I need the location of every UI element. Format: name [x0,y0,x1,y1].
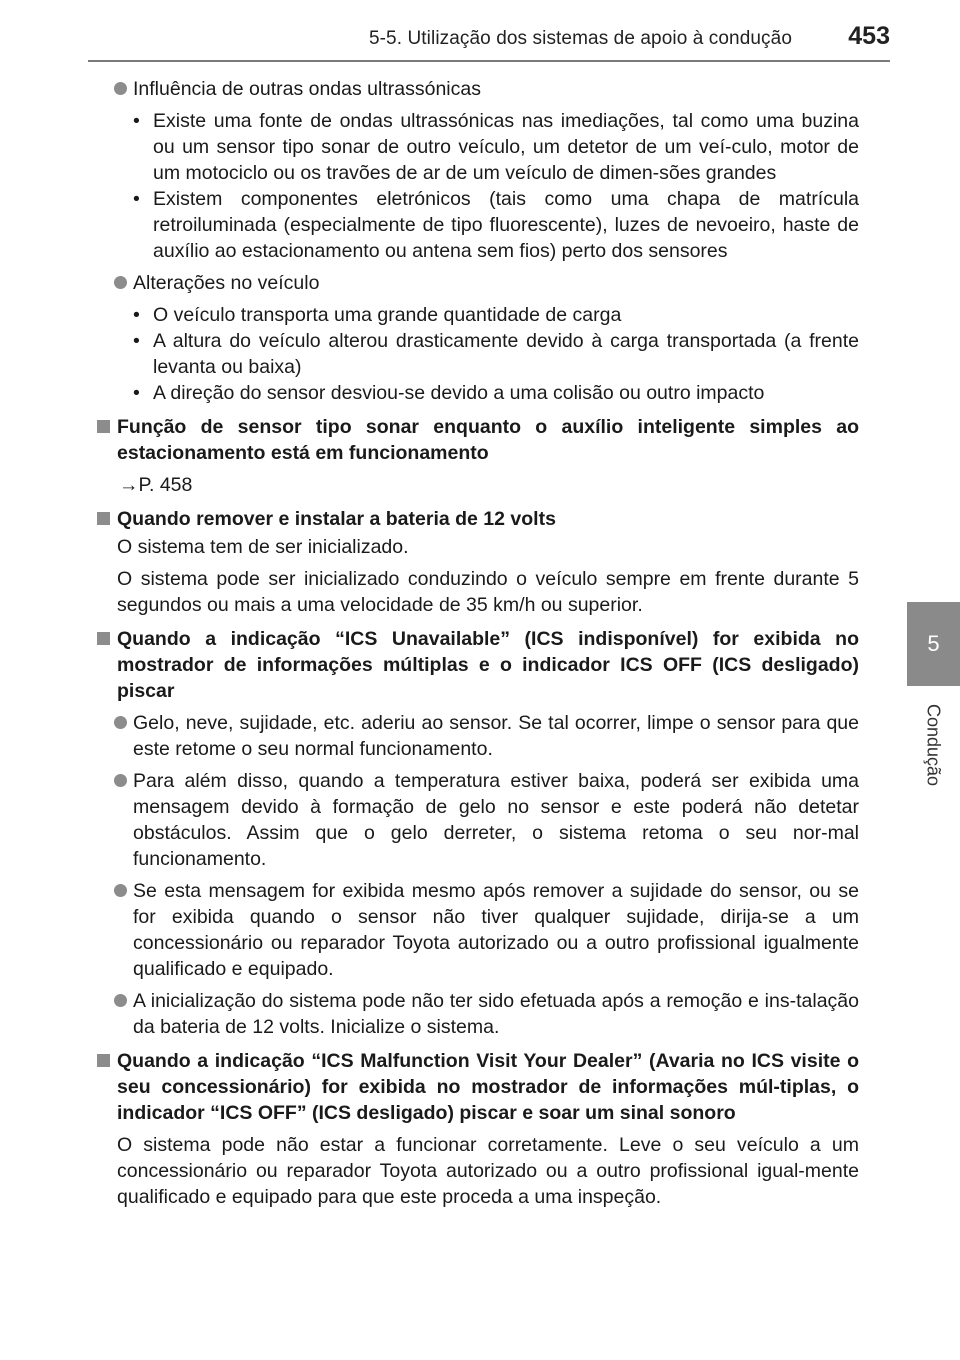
bullet-list-vehicle-changes [133,302,859,406]
section-heading-sonar-function: Função de sensor tipo sonar enquanto o auxílio inteligente simples ao estacionamento está em funcionamento [97,414,859,466]
bullet-list-ultrasonic [133,108,859,264]
header-rule [88,60,890,62]
arrow-icon: → [119,474,139,496]
paragraph: O sistema tem de ser inicializado. [117,536,409,558]
chapter-name: Condução [923,703,944,787]
chapter-tab [907,602,960,686]
paragraph: O sistema pode não estar a funcionar corretamente. Leve o seu veículo a um concessionário ou reparador Toyota autorizado ou a outro profissional igual-mente qualificado e equipado para que este proceda a uma inspeção. [117,1134,859,1208]
section-heading-ics-malfunction: Quando a indicação “ICS Malfunction Visit Your Dealer” (Avaria no ICS visite o seu concessionário) for exibida no mostrador de informações múl-tiplas, o indicador “ICS OFF” (ICS desligado) piscar e soar um sinal sonoro [97,1048,859,1126]
bullet-item: • Existe uma fonte de ondas ultrassónicas nas imediações, tal como uma buzina ou um sensor tipo sonar de outro veículo, um detetor de um veí-culo, motor de um motociclo ou os travões de ar de um veículo de dimen-sões grandes [133,108,859,186]
section-heading-battery: Quando remover e instalar a bateria de 12 volts [97,506,859,532]
page-content [97,76,859,1210]
page-number: 453 [848,22,890,50]
page-header [0,0,960,60]
paragraph: O sistema pode ser inicializado conduzindo o veículo sempre em frente durante 5 segundos ou mais a uma velocidade de 35 km/h ou superior. [117,568,859,616]
bullet-item: • Existem componentes eletrónicos (tais como uma chapa de matrícula retroiluminada (especialmente de tipo fluorescente), luzes de nevoeiro, haste de auxílio ao estacionamento ou antena sem fios) perto dos sensores [133,186,859,264]
dot-item: A inicialização do sistema pode não ter sido efetuada após a remoção e ins-talação da bateria de 12 volts. Inicialize o sistema. [97,988,859,1040]
dot-item: Gelo, neve, sujidade, etc. aderiu ao sensor. Se tal ocorrer, limpe o sensor para que este retome o seu normal funcionamento. [97,710,859,762]
bullet-item: • O veículo transporta uma grande quantidade de carga [133,302,859,328]
bullet-item: • A altura do veículo alterou drasticamente devido à carga transportada (a frente levanta ou baixa) [133,328,859,380]
section-title: 5-5. Utilização dos sistemas de apoio à condução [368,28,792,49]
chapter-number: 5 [927,631,940,656]
dot-item: Se esta mensagem for exibida mesmo após remover a sujidade do sensor, ou se for exibida quando o sensor não tiver qualquer sujidade, dirija-se a um concessionário ou reparador Toyota autorizado ou a outro profissional igualmente qualificado e equipado. [97,878,859,982]
page-reference[interactable] [97,472,859,498]
dot-item-vehicle-changes: Alterações no veículo [97,270,859,296]
dot-item-ultrasonic: Influência de outras ondas ultrassónicas [97,76,859,102]
reference-text: P. 458 [138,474,193,496]
bullet-item: • A direção do sensor desviou-se devido a uma colisão ou outro impacto [133,380,859,406]
section-heading-ics-unavailable: Quando a indicação “ICS Unavailable” (ICS indisponível) for exibida no mostrador de informações múltiplas e o indicador ICS OFF (ICS desligado) piscar [97,626,859,704]
dot-item: Para além disso, quando a temperatura estiver baixa, poderá ser exibida uma mensagem devido à formação de gelo no sensor e este poderá não detetar obstáculos. Assim que o gelo derreter, o sistema retoma o seu nor-mal funcionamento. [97,768,859,872]
